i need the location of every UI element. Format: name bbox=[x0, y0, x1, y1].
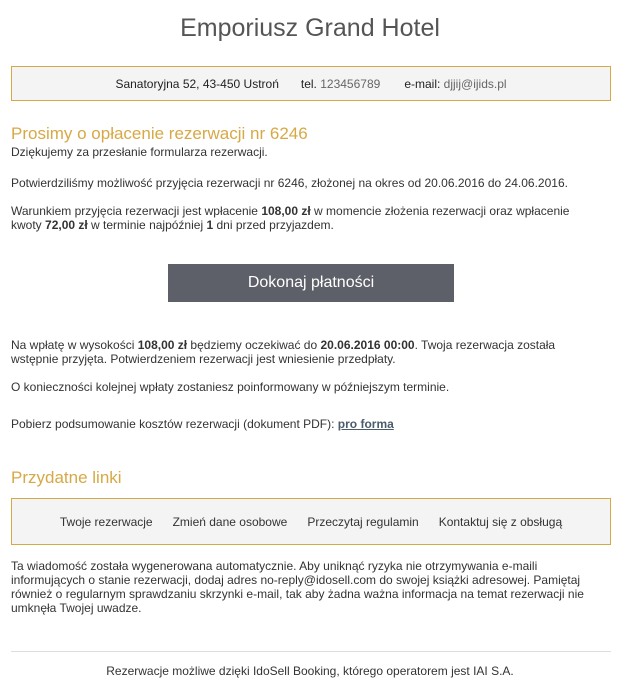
link-your-reservations[interactable]: Twoje rezerwacje bbox=[59, 514, 153, 529]
useful-links-bar bbox=[11, 498, 611, 545]
wait-amount: 108,00 zł bbox=[137, 338, 188, 352]
useful-links-heading: Przydatne linki bbox=[11, 468, 122, 487]
days-count: 1 bbox=[206, 218, 214, 232]
link-change-personal-data[interactable]: Zmień dane osobowe bbox=[172, 514, 288, 529]
thanks-text: Dziękujemy za przesłanie formularza rezerwacji. bbox=[11, 145, 268, 159]
link-contact-support[interactable]: Kontaktuj się z obsługą bbox=[438, 514, 563, 529]
email-value[interactable]: djjij@ijids.pl bbox=[443, 76, 507, 91]
auto-notice-text: Ta wiadomość została wygenerowana automatycznie. Aby uniknąć ryzyka nie otrzymywania e-maili informujących o stanie rezerwacji, dodaj adres no-reply@idosell.com do swojej książki adresowej. Pamiętaj również o regularnym sprawdzaniu skrzynki e-mail, tak aby żadna ważna informacja na temat rezerwacji nie umknęła Twojej uwadze. bbox=[11, 559, 584, 615]
phone-value[interactable]: 123456789 bbox=[320, 76, 381, 91]
footer-text: Rezerwacje możliwe dzięki IdoSell Booking, którego operatorem jest IAI S.A. bbox=[106, 664, 514, 678]
email-label: e-mail: bbox=[404, 76, 441, 91]
cond-part: w terminie najpóźniej bbox=[87, 218, 207, 232]
contact-phone bbox=[301, 77, 380, 91]
cond-part: w momencie złożenia rezerwacji oraz wpłacenie kwoty bbox=[11, 204, 570, 232]
next-payment-text: O konieczności kolejnej wpłaty zostaniesz poinformowany w późniejszym terminie. bbox=[11, 380, 450, 394]
wait-date: 20.06.2016 00:00 bbox=[320, 338, 415, 352]
contact-email bbox=[404, 77, 506, 91]
pdf-summary-text bbox=[11, 417, 581, 431]
cond-part: Warunkiem przyjęcia rezerwacji jest wpłacenie bbox=[11, 204, 262, 218]
payment-deadline-text bbox=[11, 338, 581, 366]
pro-forma-link[interactable]: pro forma bbox=[337, 417, 394, 431]
wait-part: będziemy oczekiwać do bbox=[187, 338, 321, 352]
contact-address: Sanatoryjna 52, 43-450 Ustroń bbox=[115, 76, 279, 91]
pdf-label: Pobierz podsumowanie kosztów rezerwacji (dokument PDF): bbox=[11, 417, 338, 431]
link-read-regulations[interactable]: Przeczytaj regulamin bbox=[307, 514, 419, 529]
cond-part: dni przed przyjazdem. bbox=[213, 218, 334, 232]
hotel-title: Emporiusz Grand Hotel bbox=[180, 14, 440, 42]
pay-button[interactable]: Dokonaj płatności bbox=[168, 264, 454, 302]
footer-divider bbox=[11, 651, 611, 652]
phone-label: tel. bbox=[300, 76, 317, 91]
second-amount: 72,00 zł bbox=[45, 218, 88, 232]
wait-part: . Twoja rezerwacja została wstępnie przyjęta. Potwierdzeniem rezerwacji jest wniesienie przedpłaty. bbox=[11, 338, 556, 366]
deposit-amount: 108,00 zł bbox=[261, 204, 311, 218]
contact-bar bbox=[11, 66, 611, 101]
confirmation-text: Potwierdziliśmy możliwość przyjęcia rezerwacji nr 6246, złożonej na okres od 20.06.2016 do 24.06.2016. bbox=[11, 176, 568, 190]
wait-part: Na wpłatę w wysokości bbox=[11, 338, 138, 352]
payment-condition-text bbox=[11, 204, 581, 232]
payment-heading: Prosimy o opłacenie rezerwacji nr 6246 bbox=[11, 124, 308, 143]
